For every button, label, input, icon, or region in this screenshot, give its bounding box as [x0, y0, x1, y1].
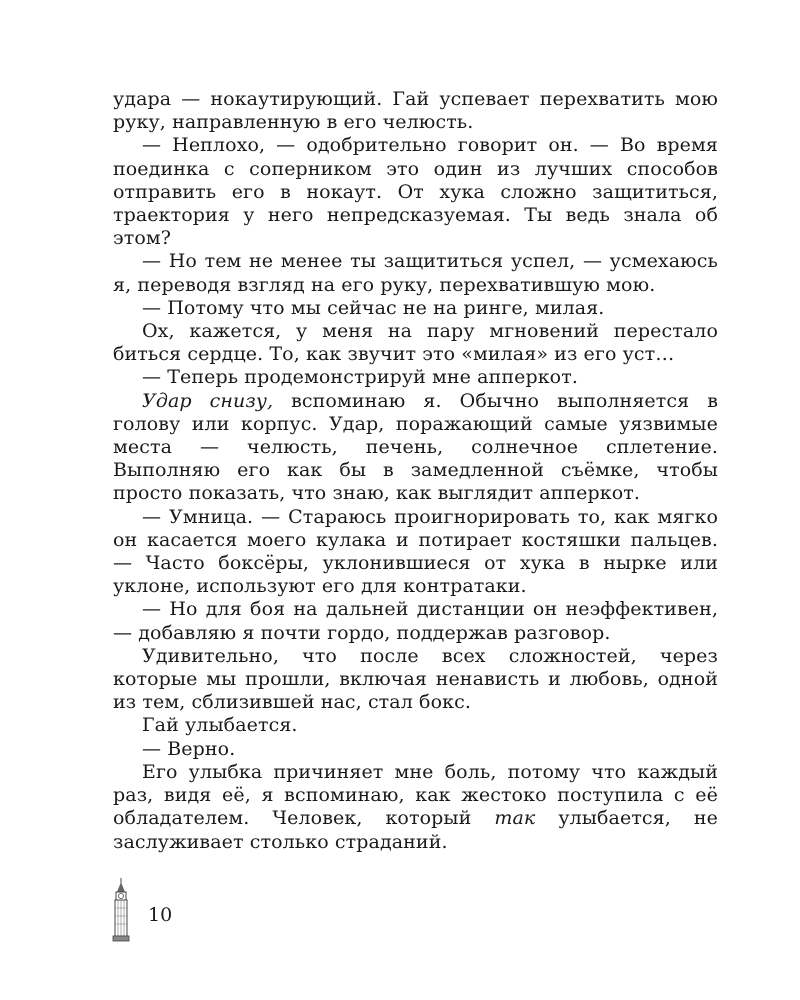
- text-segment: — Но тем не менее ты защититься успел, — усмехаюсь я, переводя взгляд на его руку, перехватившую мою.: [113, 250, 718, 296]
- paragraph: [113, 390, 718, 506]
- paragraph: [113, 88, 718, 134]
- text-segment: Гай улыбается.: [142, 714, 298, 737]
- text-segment: — Верно.: [142, 737, 236, 760]
- page-body-text: [113, 88, 718, 854]
- text-segment: — Но для боя на дальней дистанции он неэффективен, — добавляю я почти гордо, поддержав разговор.: [113, 598, 718, 644]
- paragraph: [113, 714, 718, 737]
- text-segment: вспоминаю я. Обычно выполняется в голову или корпус. Удар, поражающий самые уязвимые места — челюсть, печень, солнечное сплетение. Выполняю его как бы в замедленной съёмке, чтобы просто показать, что знаю, как выглядит апперкот.: [113, 389, 718, 505]
- page-footer: [108, 878, 308, 948]
- italic-text-segment: так: [494, 807, 536, 830]
- text-segment: — Умница. — Стараюсь проигнорировать то, как мягко он касается моего кулака и потирает костяшки пальцев. — Часто боксёры, уклонившиеся от хука в нырке или уклоне, используют его для контратаки.: [113, 505, 718, 598]
- paragraph: [113, 297, 718, 320]
- paragraph: [113, 738, 718, 761]
- paragraph: [113, 250, 718, 296]
- paragraph: [113, 598, 718, 644]
- paragraph: [113, 506, 718, 599]
- text-segment: — Потому что мы сейчас не на ринге, милая.: [142, 296, 605, 319]
- page-number: 10: [148, 904, 173, 926]
- text-segment: улыбается, не заслуживает столько страданий.: [113, 807, 718, 853]
- text-segment: — Теперь продемонстрируй мне апперкот.: [142, 366, 578, 389]
- tower-icon: [108, 878, 134, 942]
- text-segment: — Неплохо, — одобрительно говорит он. — Во время поединка с соперником это один из лучших способов отправить его в нокаут. От хука сложно защититься, траектория у него непредсказуемая. Ты ведь знала об этом?: [113, 134, 718, 250]
- text-segment: удара — нокаутирующий. Гай успевает перехватить мою руку, направленную в его челюсть.: [113, 88, 718, 134]
- paragraph: [113, 645, 718, 715]
- text-segment: Удивительно, что после всех сложностей, через которые мы прошли, включая ненависть и любовь, одной из тем, сблизившей нас, стал бокс.: [113, 644, 718, 714]
- text-segment: Ох, кажется, у меня на пару мгновений перестало биться сердце. То, как звучит это «милая» из его уст…: [113, 320, 718, 366]
- paragraph: [113, 366, 718, 389]
- paragraph: [113, 320, 718, 366]
- paragraph: [113, 761, 718, 854]
- italic-text-segment: Удар снизу,: [142, 389, 274, 412]
- text-segment: Его улыбка причиняет мне боль, потому что каждый раз, видя её, я вспоминаю, как жестоко поступила с её обладателем. Человек, который: [113, 760, 718, 830]
- paragraph: [113, 134, 718, 250]
